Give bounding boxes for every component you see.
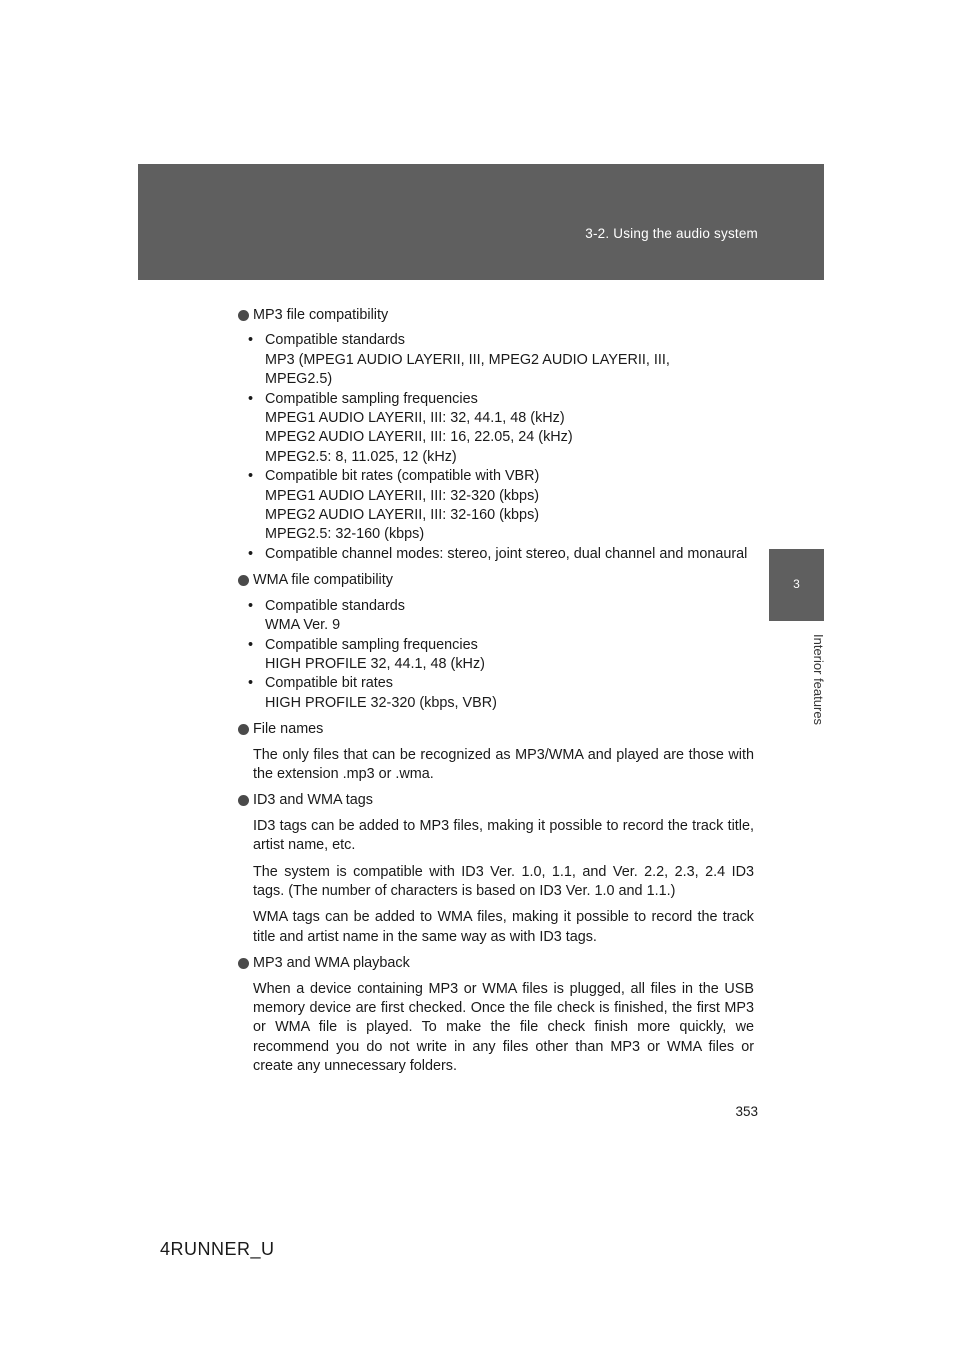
section-heading: WMA file compatibility <box>238 571 754 590</box>
chapter-label: Interior features <box>811 634 826 726</box>
bullet-circle-icon <box>238 310 249 321</box>
list-item: • Compatible channel modes: stereo, joint stereo, dual channel and monaural <box>238 545 754 564</box>
header-band <box>138 164 824 280</box>
list-item: • Compatible sampling frequencies MPEG1 AUDIO LAYERII, III: 32, 44.1, 48 (kHz) MPEG2 AUDIO LAYERII, III: 16, 22.05, 24 (kHz) MPEG2.5: 8, 11.025, 12 (kHz) <box>248 390 573 465</box>
list-item: • Compatible sampling frequencies HIGH PROFILE 32, 44.1, 48 (kHz) <box>248 636 485 672</box>
section-id3-wma-tags <box>238 791 754 947</box>
section-wma-compatibility <box>238 571 754 713</box>
section-title: 3-2. Using the audio system <box>585 226 758 241</box>
bullet-circle-icon <box>238 958 249 969</box>
bullet-dot-icon: • <box>248 332 254 349</box>
paragraph: WMA tags can be added to WMA files, making it possible to record the track title and artist name in the same way as with ID3 tags. <box>253 909 754 945</box>
bullet-dot-icon: • <box>248 468 254 485</box>
list-item: • Compatible bit rates HIGH PROFILE 32-320 (kbps, VBR) <box>248 675 497 711</box>
bullet-circle-icon <box>238 575 249 586</box>
bullet-dot-icon: • <box>248 597 254 614</box>
section-heading: File names <box>238 720 754 739</box>
list-item: • Compatible standards MP3 (MPEG1 AUDIO LAYERII, III, MPEG2 AUDIO LAYERII, III, MPEG2.5) <box>248 332 670 388</box>
paragraph: The system is compatible with ID3 Ver. 1.0, 1.1, and Ver. 2.2, 2.3, 2.4 ID3 tags. (The number of characters is based on ID3 Ver. 1.0 and 1.1.) <box>253 863 754 899</box>
page-content <box>238 306 754 1084</box>
bullet-dot-icon: • <box>248 636 254 653</box>
section-playback <box>238 954 754 1076</box>
section-heading: MP3 and WMA playback <box>238 954 754 973</box>
chapter-number: 3 <box>793 577 800 591</box>
list-item: • Compatible bit rates (compatible with VBR) MPEG1 AUDIO LAYERII, III: 32-320 (kbps) MPEG2 AUDIO LAYERII, III: 32-160 (kbps) MPEG2.5: 32-160 (kbps) <box>248 468 540 543</box>
footer-code: 4RUNNER_U <box>160 1239 275 1259</box>
bullet-dot-icon: • <box>248 675 254 692</box>
section-heading: MP3 file compatibility <box>238 306 754 325</box>
section-file-names <box>238 720 754 784</box>
section-mp3-compatibility <box>238 306 754 564</box>
bullet-dot-icon: • <box>248 390 254 407</box>
paragraph: When a device containing MP3 or WMA files is plugged, all files in the USB memory device are first checked. Once the file check is finished, the first MP3 or WMA file is played. To make the file check finish more quickly, we recommend you do not write in any files other than MP3 or WMA files or create any unnecessary folders. <box>253 980 754 1075</box>
section-heading: ID3 and WMA tags <box>238 791 754 810</box>
chapter-tab <box>769 549 824 621</box>
list-item: • Compatible standards WMA Ver. 9 <box>248 597 405 634</box>
page-number: 353 <box>735 1104 758 1119</box>
paragraph: The only files that can be recognized as MP3/WMA and played are those with the extension .mp3 or .wma. <box>253 746 754 782</box>
bullet-dot-icon: • <box>248 545 254 562</box>
bullet-circle-icon <box>238 795 249 806</box>
bullet-circle-icon <box>238 724 249 735</box>
paragraph: ID3 tags can be added to MP3 files, making it possible to record the track title, artist name, etc. <box>253 817 754 854</box>
